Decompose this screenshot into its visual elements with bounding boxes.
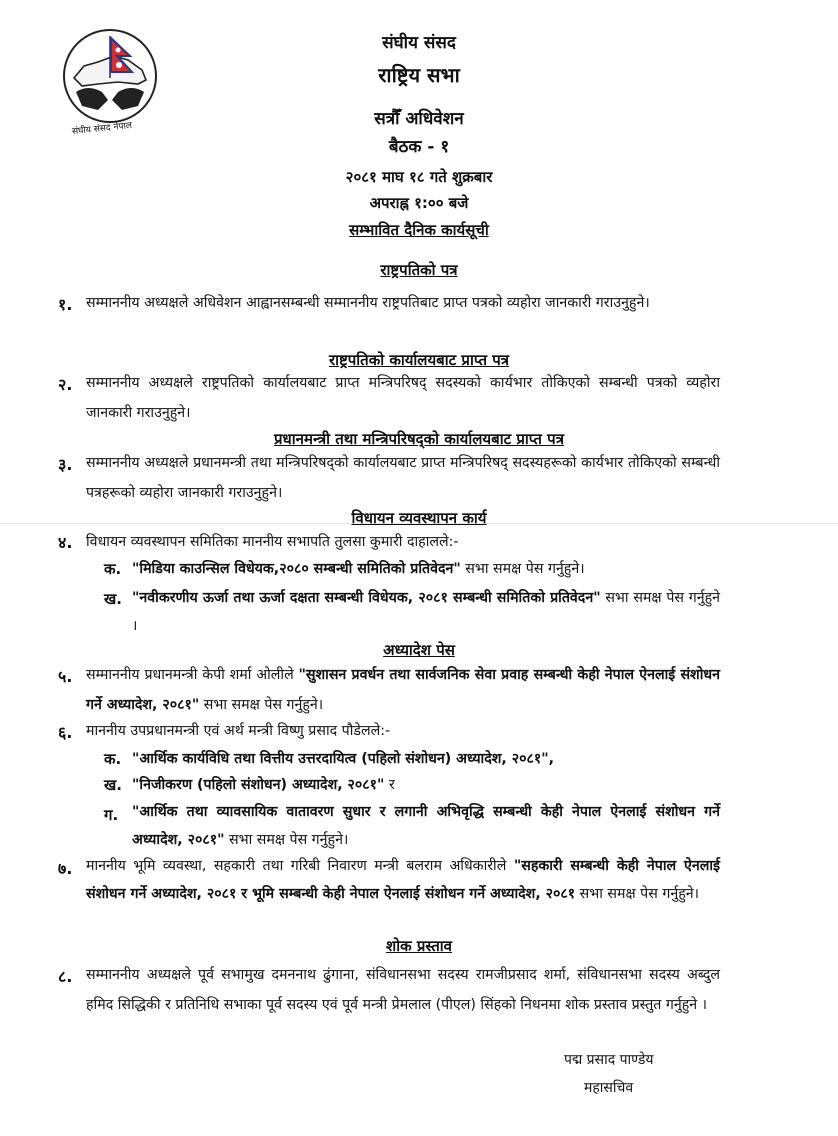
item-6-sub-ga-ordinance: "आर्थिक तथा व्यावसायिक वातावरण सुधार र लगानी अभिवृद्धि सम्बन्धी केही नेपाल ऐनलाई संशोधन गर्ने अध्यादेश, २०८१": [132, 804, 720, 848]
item-4-sub-ka-action: सभा समक्ष पेस गर्नुहुने।: [460, 561, 585, 577]
item-4-sub-kha-label: ख.: [104, 590, 122, 608]
section-heading-4: विधायन व्यवस्थापन कार्य: [351, 509, 487, 527]
item-6-sub-kha: [132, 770, 720, 800]
header-line2: राष्ट्रिय सभा: [378, 63, 460, 87]
item-number-7: ७.: [58, 859, 73, 878]
item-number-3: ३.: [58, 455, 73, 474]
item-number-5: ५.: [58, 667, 73, 686]
header-time: अपराह्न १:०० बजे: [369, 194, 469, 212]
item-7-intro: माननीय भूमि व्यवस्था, सहकारी तथा गरिबी निवारण मन्त्री बलराम अधिकारीले: [86, 858, 514, 874]
item-6-sub-kha-conj: र: [384, 777, 395, 793]
item-5-ordinance: "सुशासन प्रवर्धन तथा सार्वजनिक सेवा प्रवाह सम्बन्धी केही नेपाल ऐनलाई संशोधन गर्ने अध्यादेश, २०८१": [86, 667, 720, 713]
logo-caption: संघीय संसद नेपाल: [71, 120, 133, 138]
header-line4: बैठक - १: [388, 137, 450, 157]
item-4-sub-kha-bill: "नवीकरणीय ऊर्जा तथा ऊर्जा दक्षता सम्बन्धी विधेयक, २०८१ सम्बन्धी समितिको प्रतिवेदन": [132, 590, 601, 606]
section-heading-2: राष्ट्रपतिको कार्यालयबाट प्राप्त पत्र: [328, 351, 510, 369]
item-5-intro: सम्माननीय प्रधानमन्त्री केपी शर्मा ओलीले: [86, 667, 299, 683]
item-text-7: [86, 852, 720, 908]
header-line1: संघीय संसद: [382, 33, 456, 53]
item-text-2: सम्माननीय अध्यक्षले राष्ट्रपतिको कार्यालयबाट प्राप्त मन्त्रिपरिषद् सदस्यको कार्यभार तोकिएको सम्बन्धी पत्रको व्यहोरा जानकारी गराउनुहुने।: [86, 375, 720, 421]
item-7-action: सभा समक्ष पेस गर्नुहुने।: [575, 886, 699, 902]
section-heading-5: अध्यादेश पेस: [383, 641, 455, 659]
header-line3: सत्रौँ अधिवेशन: [374, 109, 464, 129]
item-6-sub-kha-label: ख.: [104, 776, 122, 794]
item-number-8: ८.: [58, 967, 73, 986]
item-text-8: सम्माननीय अध्यक्षले पूर्व सभामुख दमननाथ ढुंगाना, संविधानसभा सदस्य रामजीप्रसाद शर्मा, संविधानसभा सदस्य अब्दुल हमिद सिद्धिकी र प्रतिनिधि सभाका पूर्व सदस्य एवं पूर्व मन्त्री प्रेमलाल (पीएल) सिंहको निधनमा शोक प्रस्ताव प्रस्तुत गर्नुहुने ।: [86, 967, 720, 1013]
item-6-sub-ga: [132, 798, 720, 854]
item-text-6: माननीय उपप्रधानमन्त्री एवं अर्थ मन्त्री विष्णु प्रसाद पौडेलले:-: [86, 723, 391, 739]
signatory-name: पद्म प्रसाद पाण्डेय: [564, 1052, 654, 1068]
item-6-sub-ka-label: क.: [104, 750, 122, 768]
section-heading-3: प्रधानमन्त्री तथा मन्त्रिपरिषद्को कार्यालयबाट प्राप्त पत्र: [274, 430, 564, 448]
item-6-sub-ga-action: सभा समक्ष पेस गर्नुहुने।: [224, 832, 349, 848]
section-heading-6: शोक प्रस्ताव: [386, 937, 452, 955]
section-heading-1: राष्ट्रपतिको पत्र: [380, 261, 458, 279]
item-4-sub-ka-bill: "मिडिया काउन्सिल विधेयक,२०८० सम्बन्धी समितिको प्रतिवेदन": [132, 561, 461, 577]
item-4-sub-kha: [132, 584, 720, 640]
item-4-sub-ka-label: क.: [104, 560, 122, 578]
header-date: २०८१ माघ १८ गते शुक्रबार: [345, 168, 493, 186]
item-5-action: सभा समक्ष पेस गर्नुहुने।: [199, 697, 324, 713]
item-number-2: २.: [58, 375, 73, 394]
item-number-4: ४.: [58, 533, 73, 552]
item-6-sub-ka-ordinance: "आर्थिक कार्यविधि तथा वित्तीय उत्तरदायित्व (पहिलो संशोधन) अध्यादेश, २०८१",: [132, 751, 555, 767]
item-text-4: विधायन व्यवस्थापन समितिका माननीय सभापति तुलसा कुमारी दाहालले:-: [86, 534, 459, 550]
item-6-sub-ga-label: ग.: [104, 806, 119, 824]
item-6-sub-kha-ordinance: "निजीकरण (पहिलो संशोधन) अध्यादेश, २०८१": [132, 777, 385, 793]
agenda-title: सम्भावित दैनिक कार्यसूची: [349, 221, 489, 239]
item-4-sub-ka: [132, 554, 720, 584]
item-4-sub-kha-action: सभा समक्ष पेस गर्नुहुने ।: [132, 590, 720, 634]
signatory-title: महासचिव: [584, 1080, 634, 1096]
item-text-3: सम्माननीय अध्यक्षले प्रधानमन्त्री तथा मन्त्रिपरिषद्को कार्यालयबाट प्राप्त मन्त्रिपरिषद् सदस्यहरूको कार्यभार तोकिएको सम्बन्धी पत्रहरूको व्यहोरा जानकारी गराउनुहुने।: [86, 455, 720, 501]
item-7-ordinances: "सहकारी सम्बन्धी केही नेपाल ऐनलाई संशोधन गर्ने अध्यादेश, २०८१ र भूमि सम्बन्धी केही नेपाल ऐनलाई संशोधन गर्ने अध्यादेश, २०८१: [86, 858, 721, 902]
item-number-1: १.: [58, 295, 73, 314]
item-number-6: ६.: [58, 723, 73, 742]
item-text-1: सम्माननीय अध्यक्षले अधिवेशन आह्वानसम्बन्धी सम्माननीय राष्ट्रपतिबाट प्राप्त पत्रको व्यहोरा जानकारी गराउनुहुने।: [86, 295, 650, 311]
item-text-5: [86, 660, 720, 720]
